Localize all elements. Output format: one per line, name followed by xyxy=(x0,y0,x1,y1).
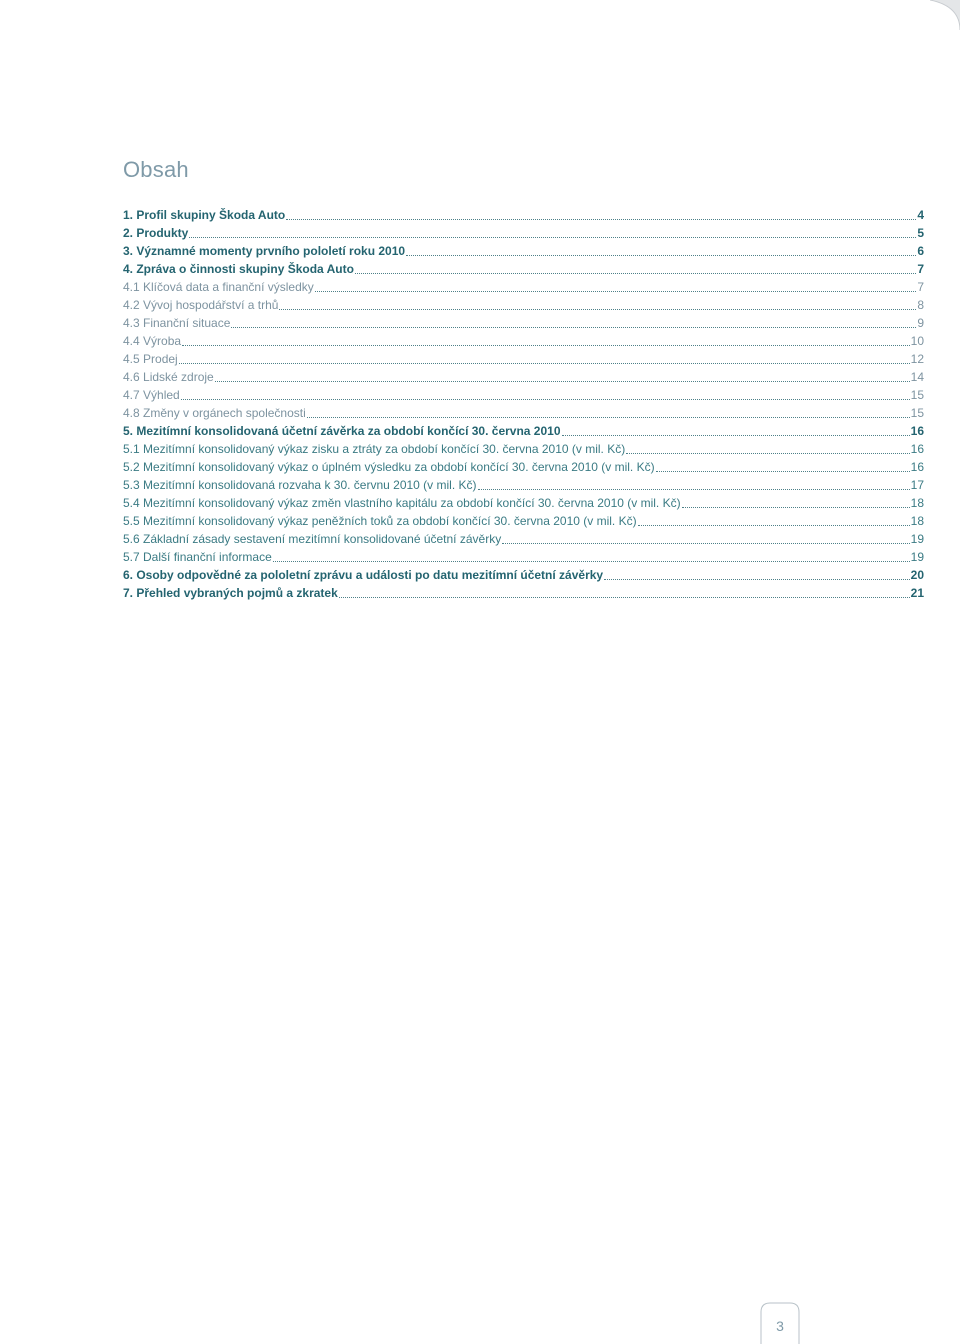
toc-entry[interactable] xyxy=(123,458,924,476)
toc-leader-dots xyxy=(189,236,916,238)
toc-leader-dots xyxy=(215,380,910,382)
toc-entry-page: 6 xyxy=(917,244,924,258)
toc-entry-label: 4. Zpráva o činnosti skupiny Škoda Auto xyxy=(123,262,354,276)
toc-entry-label: 5.4 Mezitímní konsolidovaný výkaz změn vlastního kapitálu za období končící 30. června 2010 (v mil. Kč) xyxy=(123,496,681,510)
toc-entry[interactable] xyxy=(123,548,924,566)
toc-leader-dots xyxy=(562,434,910,436)
toc-leader-dots xyxy=(406,254,916,256)
table-of-contents xyxy=(123,206,924,602)
toc-entry-label: 5.6 Základní zásady sestavení mezitímní konsolidované účetní závěrky xyxy=(123,532,502,546)
toc-entry-page: 15 xyxy=(910,406,924,420)
toc-entry-label: 5.5 Mezitímní konsolidovaný výkaz peněžních toků za období končící 30. června 2010 (v mil. Kč) xyxy=(123,514,637,528)
toc-entry[interactable] xyxy=(123,332,924,350)
toc-leader-dots xyxy=(182,344,910,346)
toc-entry-page: 20 xyxy=(910,568,924,582)
toc-entry[interactable] xyxy=(123,584,924,602)
toc-leader-dots xyxy=(273,560,910,562)
toc-entry[interactable] xyxy=(123,224,924,242)
toc-entry[interactable] xyxy=(123,386,924,404)
toc-entry-label: 1. Profil skupiny Škoda Auto xyxy=(123,208,286,222)
toc-entry-page: 19 xyxy=(910,550,924,564)
toc-entry-label: 5.7 Další finanční informace xyxy=(123,550,272,564)
toc-leader-dots xyxy=(181,398,910,400)
toc-entry-label: 4.8 Změny v orgánech společnosti xyxy=(123,406,306,420)
toc-leader-dots xyxy=(626,452,909,454)
toc-entry-page: 14 xyxy=(910,370,924,384)
toc-entry-page: 10 xyxy=(910,334,924,348)
toc-entry[interactable] xyxy=(123,440,924,458)
toc-entry[interactable] xyxy=(123,350,924,368)
toc-leader-dots xyxy=(656,470,910,472)
toc-entry-label: 5.3 Mezitímní konsolidovaná rozvaha k 30. červnu 2010 (v mil. Kč) xyxy=(123,478,477,492)
toc-entry-page: 16 xyxy=(910,442,924,456)
toc-entry[interactable] xyxy=(123,206,924,224)
toc-entry[interactable] xyxy=(123,566,924,584)
toc-entry-label: 4.4 Výroba xyxy=(123,334,182,348)
toc-entry-label: 4.1 Klíčová data a finanční výsledky xyxy=(123,280,314,294)
toc-entry-page: 8 xyxy=(917,298,924,312)
toc-leader-dots xyxy=(478,488,910,490)
toc-entry-page: 9 xyxy=(917,316,924,330)
toc-leader-dots xyxy=(339,596,910,598)
toc-leader-dots xyxy=(682,506,910,508)
toc-entry-label: 5.1 Mezitímní konsolidovaný výkaz zisku a ztráty za období končící 30. června 2010 (v mil. Kč) xyxy=(123,442,626,456)
page-title: Obsah xyxy=(123,157,189,182)
toc-leader-dots xyxy=(286,218,916,220)
toc-entry-page: 4 xyxy=(917,208,924,222)
toc-leader-dots xyxy=(604,578,910,580)
toc-entry-page: 12 xyxy=(910,352,924,366)
toc-entry[interactable] xyxy=(123,476,924,494)
toc-entry-page: 18 xyxy=(910,496,924,510)
toc-entry[interactable] xyxy=(123,242,924,260)
toc-entry-label: 4.3 Finanční situace xyxy=(123,316,231,330)
toc-entry-page: 7 xyxy=(917,262,924,276)
toc-entry-page: 16 xyxy=(910,424,924,438)
toc-entry[interactable] xyxy=(123,368,924,386)
toc-leader-dots xyxy=(179,362,910,364)
toc-entry-label: 4.5 Prodej xyxy=(123,352,178,366)
toc-entry-label: 2. Produkty xyxy=(123,226,189,240)
toc-leader-dots xyxy=(231,326,916,328)
toc-entry-label: 5.2 Mezitímní konsolidovaný výkaz o úplném výsledku za období končící 30. června 2010 (v mil. Kč) xyxy=(123,460,655,474)
toc-leader-dots xyxy=(279,308,916,310)
toc-entry-page: 16 xyxy=(910,460,924,474)
toc-leader-dots xyxy=(638,524,910,526)
toc-leader-dots xyxy=(355,272,916,274)
toc-entry-page: 7 xyxy=(917,280,924,294)
toc-entry[interactable] xyxy=(123,296,924,314)
toc-entry[interactable] xyxy=(123,404,924,422)
toc-entry-page: 18 xyxy=(910,514,924,528)
page-corner-decoration xyxy=(930,0,960,30)
page-number-tab xyxy=(760,1302,800,1344)
toc-leader-dots xyxy=(315,290,917,292)
toc-leader-dots xyxy=(307,416,910,418)
toc-entry[interactable] xyxy=(123,422,924,440)
toc-entry-page: 19 xyxy=(910,532,924,546)
toc-entry[interactable] xyxy=(123,260,924,278)
toc-entry-label: 7. Přehled vybraných pojmů a zkratek xyxy=(123,586,338,600)
toc-entry-label: 4.7 Výhled xyxy=(123,388,180,402)
toc-entry[interactable] xyxy=(123,512,924,530)
toc-entry[interactable] xyxy=(123,314,924,332)
toc-entry-page: 17 xyxy=(910,478,924,492)
toc-entry-page: 5 xyxy=(917,226,924,240)
toc-entry[interactable] xyxy=(123,530,924,548)
toc-entry-label: 4.2 Vývoj hospodářství a trhů xyxy=(123,298,279,312)
toc-entry-label: 5. Mezitímní konsolidovaná účetní závěrka za období končící 30. června 2010 xyxy=(123,424,561,438)
toc-entry-page: 21 xyxy=(910,586,924,600)
toc-entry-label: 4.6 Lidské zdroje xyxy=(123,370,214,384)
toc-entry[interactable] xyxy=(123,494,924,512)
toc-entry-label: 3. Významné momenty prvního pololetí roku 2010 xyxy=(123,244,406,258)
toc-entry-label: 6. Osoby odpovědné za pololetní zprávu a události po datu mezitímní účetní závěrky xyxy=(123,568,604,582)
toc-leader-dots xyxy=(502,542,909,544)
toc-entry-page: 15 xyxy=(910,388,924,402)
toc-entry[interactable] xyxy=(123,278,924,296)
page-number: 3 xyxy=(776,1318,784,1334)
